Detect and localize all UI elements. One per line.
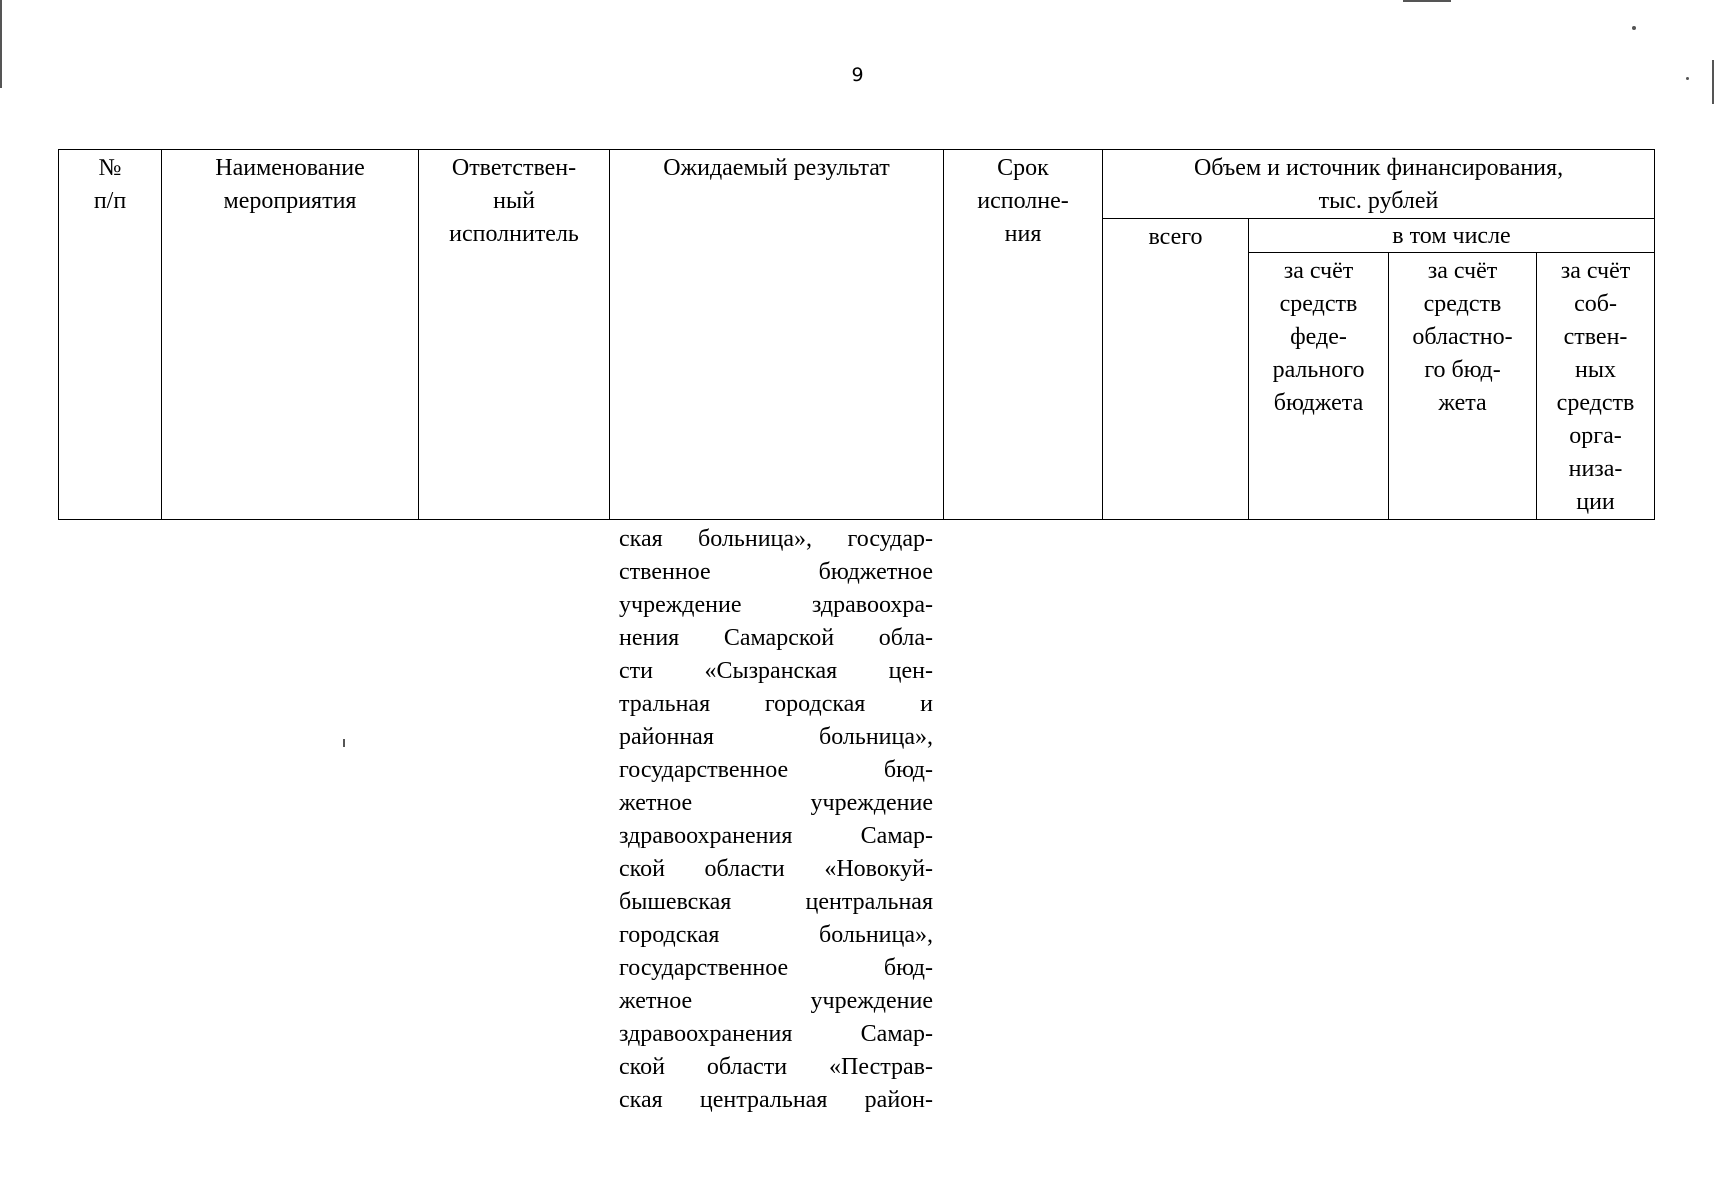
continuation-line: сти «Сызранская цен- (619, 658, 933, 684)
scan-edge-mark (0, 0, 2, 88)
column-header-funding (1103, 150, 1655, 219)
plan-table-header (58, 149, 1655, 520)
column-header-deadline-label: Срок исполне- ния (977, 155, 1069, 247)
continuation-line: районная больница», (619, 724, 933, 750)
continuation-line: ская больница», государ- (619, 526, 933, 552)
continuation-line: государственное бюд- (619, 955, 933, 981)
scan-edge-mark (1403, 0, 1451, 2)
scan-speck (1632, 26, 1636, 30)
continuation-line: тральная городская и (619, 691, 933, 717)
expected-result-continuation (619, 523, 933, 1117)
column-header-funding-label: Объем и источник финансирования, тыс. рублей (1193, 155, 1564, 214)
column-header-federal-label: за счёт средств феде- рального бюджета (1272, 258, 1365, 416)
continuation-line: ская центральная район- (619, 1087, 933, 1113)
column-header-number-label: № п/п (93, 155, 127, 214)
continuation-line: бышевская центральная (619, 889, 933, 915)
column-header-responsible-label: Ответствен- ный исполнитель (449, 155, 579, 247)
continuation-line: здравоохранения Самар- (619, 823, 933, 849)
column-header-own-label: за счёт соб- ствен- ных средств орга- низа- ции (1556, 258, 1635, 515)
continuation-line: ской области «Пестрав- (619, 1054, 933, 1080)
column-header-deadline (944, 150, 1103, 520)
scan-speck (1686, 77, 1689, 80)
column-header-including-label: в том числе (1392, 223, 1511, 249)
column-header-regional (1389, 253, 1537, 520)
page-number: 9 (851, 64, 864, 86)
column-header-responsible (419, 150, 610, 520)
column-header-total-label: всего (1148, 224, 1203, 250)
continuation-line: государственное бюд- (619, 757, 933, 783)
scan-edge-mark (1712, 60, 1714, 104)
continuation-line: ской области «Новокуй- (619, 856, 933, 882)
continuation-line: ственное бюджетное (619, 559, 933, 585)
continuation-line: городская больница», (619, 922, 933, 948)
column-header-expected-result (610, 150, 944, 520)
continuation-line: здравоохранения Самар- (619, 1021, 933, 1047)
column-header-event-name (162, 150, 419, 520)
continuation-line: нения Самарской обла- (619, 625, 933, 651)
column-header-federal (1249, 253, 1389, 520)
column-header-expected-result-label: Ожидаемый результат (663, 155, 890, 181)
column-header-total (1103, 219, 1249, 520)
column-header-regional-label: за счёт средств областно- го бюд- жета (1412, 258, 1513, 416)
continuation-line: жетное учреждение (619, 790, 933, 816)
column-header-own (1537, 253, 1655, 520)
continuation-line: учреждение здравоохра- (619, 592, 933, 618)
column-header-number (59, 150, 162, 520)
scan-speck (343, 739, 345, 747)
column-header-including (1249, 219, 1655, 253)
continuation-line: жетное учреждение (619, 988, 933, 1014)
column-header-event-name-label: Наименование мероприятия (215, 155, 365, 214)
